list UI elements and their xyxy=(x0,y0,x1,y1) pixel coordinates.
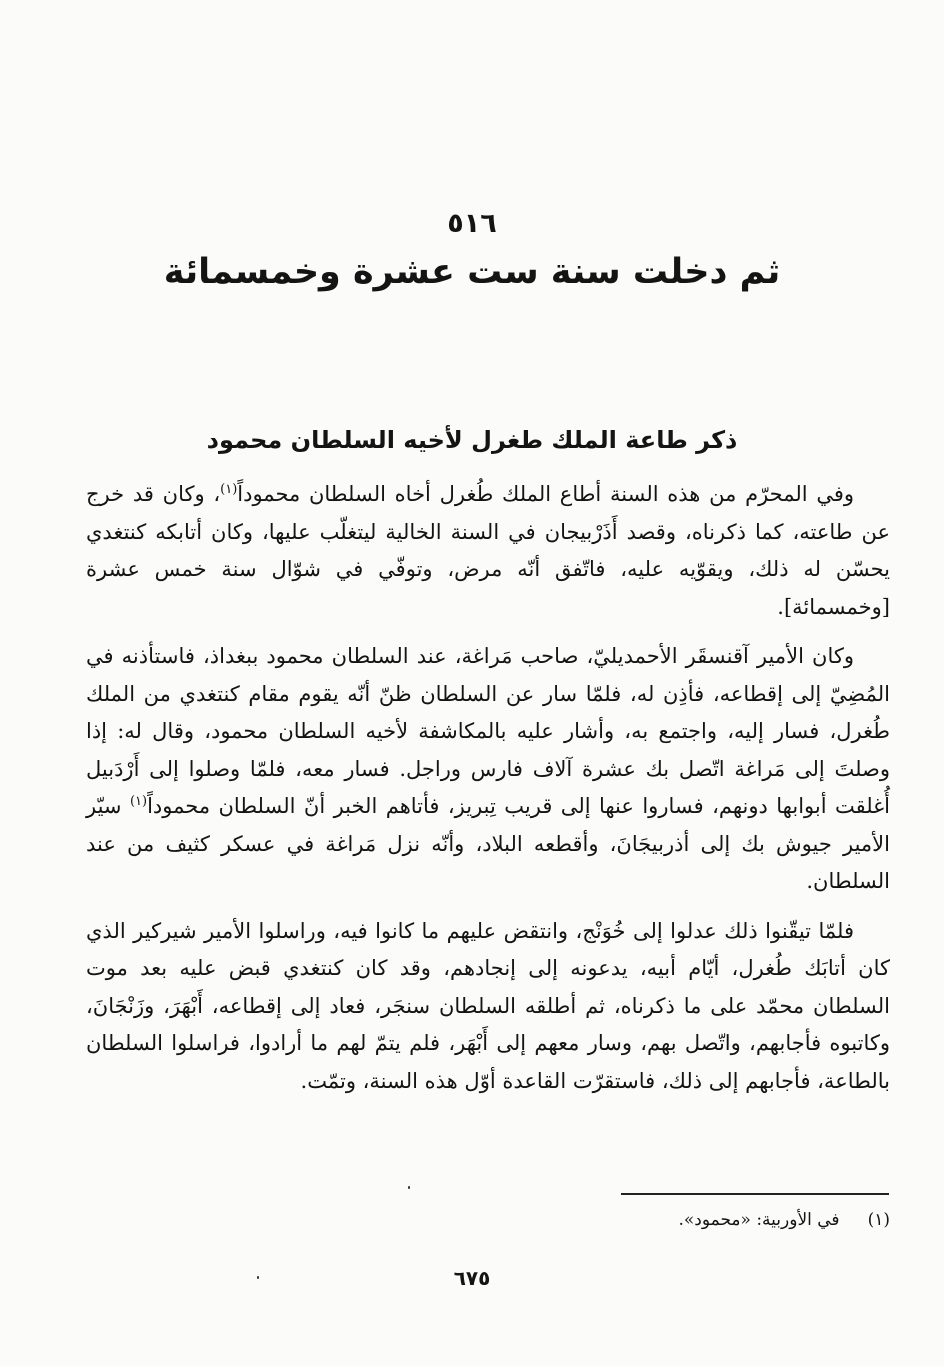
paragraph xyxy=(86,638,890,901)
scan-speck xyxy=(408,1186,410,1189)
paragraph-text: وكان الأمير آقنسقَر الأحمديليّ، صاحب مَراغة، عند السلطان محمود ببغداذ، فاستأذنه في المُضِيّ إلى إقطاعه، فأذِن له، فلمّا سار عن السلطان ظنّ أنّه يقوم مقام كنتغدي من الملك طُغرل، فسار إليه، واجتمع به، وأشار عليه بالمكاشفة لأخيه السلطان محمود، وقال له: إذا وصلتَ إلى مَراغة اتّصل بك عشرة آلاف فارس وراجل. فسار معه، فلمّا وصلوا إلى أَرْدَبيل أُغلقت أبوابها دونهم، فساروا عنها إلى قريب تِبريز، فأتاهم الخبر أنّ السلطان محموداً xyxy=(86,644,890,818)
year-number: ٥١٦ xyxy=(447,208,497,239)
section-heading: ذكر طاعة الملك طغرل لأخيه السلطان محمود xyxy=(206,426,738,454)
body-text xyxy=(86,476,890,1112)
paragraph xyxy=(86,913,890,1101)
footnote-divider xyxy=(621,1193,889,1195)
page-number: ٦٧٥ xyxy=(453,1266,491,1290)
footnote xyxy=(560,1210,890,1230)
footnote-number: (١) xyxy=(867,1210,890,1230)
paragraph-text: فلمّا تيقّنوا ذلك عدلوا إلى خُوَنْج، وانتقض عليهم ما كانوا فيه، وراسلوا الأمير شيركير الذي كان أتابَك طُغرل، أيّام أبيه، يدعونه إلى إنجادهم، وقد كان كنتغدي قبض عليه بعد موت السلطان محمّد على ما ذكرناه، ثم أطلقه السلطان سنجَر، فعاد إلى إقطاعه، أَبْهَرَ، وزَنْجَانَ، وكاتبوه فأجابهم، واتّصل بهم، وسار معهم إلى أَبْهَر، فلم يتمّ لهم ما أرادوا، فراسلوا السلطان بالطاعة، فأجابهم إلى ذلك، فاستقرّت القاعدة أوّل هذه السنة، وتمّت. xyxy=(86,918,890,1093)
paragraph xyxy=(86,476,890,626)
footnote-text: في الأوربية: «محمود». xyxy=(678,1210,840,1230)
paragraph-text: وفي المحرّم من هذه السنة أطاع الملك طُغرل أخاه السلطان محموداً xyxy=(237,482,855,506)
paragraph-text: ، وكان قد خرج عن طاعته، كما ذكرناه، وقصد أَذَرْبيجان في السنة الخالية ليتغلّب عليها، وكان أتابكه كنتغدي يحسّن له ذلك، ويقوّيه عليه، فاتّفق أنّه مرض، وتوفّي في شوّال سنة خمس عشرة [وخمسمائة]. xyxy=(86,482,890,619)
chapter-title: ثم دخلت سنة ست عشرة وخمسمائة xyxy=(163,252,781,292)
footnote-reference: (١) xyxy=(220,482,238,497)
paragraph-text: سيّر الأمير جيوش بك إلى أذربيجَانَ، وأقطعه البلاد، وأنّه نزل مَراغة في عسكر كثيف من عند السلطان. xyxy=(86,794,890,893)
scan-speck xyxy=(257,1276,259,1279)
footnote-reference: (١) xyxy=(129,794,148,809)
